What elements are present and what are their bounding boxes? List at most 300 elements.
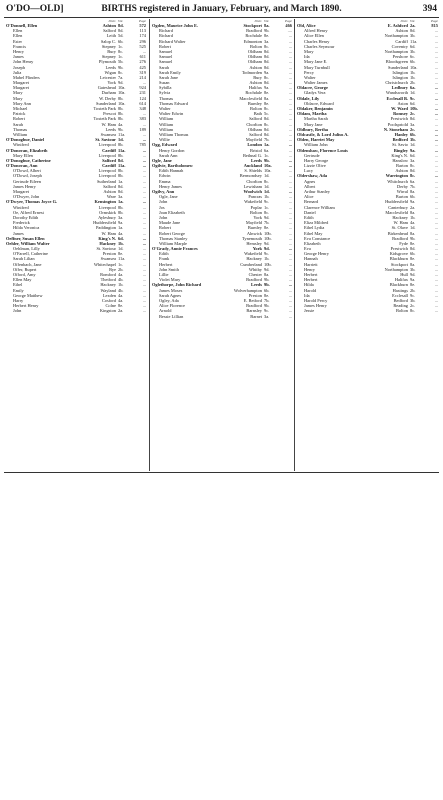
entry-page: ....	[287, 28, 292, 34]
entry-page: ...	[434, 297, 438, 303]
entry-volume: 2b.	[118, 266, 124, 272]
entry-name: Herbert	[159, 261, 173, 267]
entry-name: Jessie	[304, 308, 315, 314]
entry-volume: 8e.	[264, 225, 270, 231]
entry-volume: 2b.	[410, 287, 416, 293]
entry-page: ...	[288, 287, 292, 293]
entry-volume: 9b.	[264, 28, 270, 34]
entry-volume: 9a.	[118, 220, 124, 226]
entry-name: Sarah Jane	[159, 74, 178, 80]
entry-name: Eliza Mildred	[304, 220, 329, 226]
entry-volume: 4b.	[118, 287, 124, 293]
entry-name: Ellen	[13, 33, 23, 39]
entry-district: Stepney	[101, 54, 116, 60]
entry-name: Arthur Stanley	[304, 189, 330, 194]
entry-district: Pershore	[392, 54, 408, 60]
entry-page: ...	[434, 28, 438, 34]
column-header-page: Page	[285, 19, 292, 23]
entry-district: Liverpool	[98, 204, 116, 210]
entry-district: Swansea	[100, 131, 116, 137]
entry-page: ...	[434, 54, 438, 60]
entry-volume: 6d.	[410, 43, 416, 49]
entry-page: ...	[434, 204, 438, 210]
entry-page: ...	[142, 194, 146, 200]
index-entry	[150, 314, 294, 319]
entry-page: ...	[288, 209, 292, 215]
entry-page: ...	[142, 183, 146, 189]
entry-volume: 6b.	[118, 38, 124, 44]
entry-district: Kidsgrove	[389, 251, 408, 257]
entry-page: ...	[434, 292, 438, 298]
entry-page: ...	[434, 142, 438, 148]
entry-page: ...	[434, 38, 438, 44]
entry-district: Bury	[253, 74, 262, 80]
page-title: BIRTHS registered in January, February, and March 1890.	[101, 4, 342, 14]
entry-name: Oldenshaw, Florence Louis	[297, 147, 348, 153]
entry-volume: 8d.	[118, 28, 124, 34]
entry-district: Coventry	[391, 43, 408, 49]
entry-page: ...	[434, 266, 438, 272]
entry-volume: 1a.	[118, 178, 124, 184]
entry-page: ...	[434, 194, 438, 200]
entry-volume: 9b.	[118, 64, 124, 70]
footer-rule	[4, 472, 439, 473]
entry-district: Salford	[103, 183, 116, 189]
entry-volume: 8b.	[118, 152, 124, 158]
entry-district: Leeds	[105, 126, 116, 132]
index-columns	[4, 19, 439, 471]
entry-name: Sybilla	[159, 85, 172, 91]
entry-name: James Henry	[13, 183, 36, 189]
entry-district: W. Ham	[101, 121, 116, 127]
entry-name: O'Donovan, Elizabeth	[6, 147, 48, 153]
entry-volume: 6b.	[264, 287, 270, 293]
entry-page: ...	[434, 157, 438, 163]
entry-name: Harry	[13, 297, 24, 303]
entry-page: ...	[288, 266, 292, 272]
entry-district: Toxteth Park	[93, 106, 116, 111]
entry-volume: 8e.	[410, 282, 416, 288]
entry-district: Hackney	[99, 240, 116, 246]
entry-name: Ogilvy, Ann	[152, 189, 175, 194]
column-header-vol: Vol.	[410, 19, 416, 23]
entry-name: Lucy	[304, 168, 314, 174]
entry-page: ...	[288, 240, 292, 246]
entry-volume: 9d.	[264, 266, 270, 272]
entry-volume: 8a.	[410, 261, 416, 267]
entry-page: ...	[288, 157, 292, 163]
entry-name: Edith	[159, 251, 169, 257]
entry-district: Sunderland	[96, 100, 116, 106]
entry-name: Eva Constance	[304, 235, 331, 241]
entry-name: Mary Turnbull	[304, 64, 330, 70]
entry-volume: 11a.	[118, 131, 126, 137]
entry-name: Charles Seymour	[304, 43, 335, 49]
entry-district: Alnwick	[246, 230, 262, 236]
entry-volume: 10b.	[410, 106, 418, 111]
entry-district: Bingley	[393, 147, 408, 153]
entry-name: Daniel	[304, 209, 316, 215]
entry-name: Richard	[159, 33, 173, 39]
entry-volume: 7b.	[264, 220, 270, 226]
entry-page: ...	[434, 230, 438, 236]
header-rule	[4, 17, 439, 18]
entry-district: Liverpool	[98, 152, 116, 158]
entry-name: Mary Ellen	[13, 152, 33, 158]
entry-name: Robert	[13, 116, 25, 122]
entry-name: Eva	[304, 246, 311, 252]
entry-name: Bernard	[304, 199, 319, 205]
entry-volume: 3a.	[118, 214, 124, 220]
entry-volume: 10a.	[118, 85, 126, 91]
entry-district: Oldham	[247, 54, 262, 60]
entry-volume: 8b.	[118, 204, 124, 210]
entry-district: Burnley	[247, 100, 262, 106]
entry-district: Bradford	[246, 277, 262, 283]
entry-page: ...	[434, 90, 438, 96]
entry-page: ...	[434, 100, 438, 106]
entry-page: ...	[142, 235, 146, 241]
entry-page: ...	[434, 235, 438, 241]
entry-page: ...	[434, 225, 438, 231]
entry-page: ...	[288, 308, 292, 314]
entry-name: O'Farrell, Catherine	[13, 251, 48, 257]
entry-name: Ogle, Jane	[159, 194, 178, 200]
entry-district: Oldham	[247, 126, 262, 132]
entry-page: ...	[288, 54, 292, 60]
entry-district: W. Ham	[101, 230, 116, 236]
entry-page: ...	[142, 152, 146, 158]
entry-district: Hastings	[392, 287, 408, 293]
entry-name: Alice	[304, 194, 314, 200]
entry-name: Olden, Harriet May	[297, 137, 335, 143]
entry-name: Oeffner, Susan Ellen	[6, 235, 45, 241]
entry-volume: 9d.	[264, 246, 270, 252]
entry-name: Oldale, Lily	[297, 95, 320, 101]
entry-volume: 3b.	[410, 33, 416, 39]
entry-volume: 3b.	[410, 266, 416, 272]
entry-district: Bury	[107, 48, 116, 54]
entry-district: Durham	[101, 90, 116, 96]
entry-page: ...	[434, 85, 438, 91]
entry-volume: 10a.	[264, 163, 272, 169]
entry-name: Gertrude	[304, 152, 320, 158]
entry-district: Hanslow	[392, 157, 408, 163]
entry-name: Percy	[304, 69, 314, 75]
entry-district: N. Stoneham	[383, 126, 408, 132]
entry-name: Oldershaw, Ada	[297, 173, 328, 179]
entry-district: Hemsley	[246, 240, 262, 246]
entry-page: 124	[139, 95, 146, 101]
entry-name: Walter	[304, 74, 316, 80]
entry-volume: 6d.	[118, 235, 124, 241]
entry-volume: 9c.	[264, 251, 270, 257]
entry-volume: 8d.	[264, 48, 270, 54]
entry-volume: 11a.	[118, 163, 126, 169]
entry-name: Willie	[159, 137, 170, 143]
entry-name: Mary Jane E.	[304, 59, 328, 65]
entry-volume: 1c.	[118, 54, 124, 60]
entry-district: Swansea	[100, 256, 116, 262]
entry-name: Sarah Emily	[159, 69, 181, 75]
entry-name: Sylvia	[159, 90, 171, 96]
entry-district: Barnsley	[246, 308, 262, 314]
entry-district: Huddersfield	[385, 199, 408, 205]
entry-district: Hanley	[394, 131, 408, 137]
entry-page: ...	[288, 80, 292, 86]
column-header-district: Distr.	[400, 19, 408, 23]
entry-name: Sarah	[159, 64, 169, 70]
entry-district: York	[253, 214, 262, 220]
entry-page: 525	[139, 43, 146, 49]
entry-page: ...	[288, 183, 292, 189]
entry-page: ...	[434, 48, 438, 54]
entry-page: ...	[288, 199, 292, 205]
entry-district: Stockport	[390, 261, 408, 267]
entry-district: Mayfield	[245, 220, 262, 226]
entry-volume: 8d.	[118, 157, 124, 163]
entry-district: Prescot	[103, 111, 116, 117]
entry-name: George Matthew	[13, 292, 43, 298]
entry-name: O'Dwyer, Thomas Joyce G.	[6, 199, 58, 205]
entry-page: ...	[288, 59, 292, 65]
entry-page: ...	[142, 251, 146, 257]
entry-page: ...	[434, 282, 438, 288]
entry-district: Cumberland	[240, 261, 262, 267]
entry-name: Emma	[159, 178, 171, 184]
entry-name: Oldacre, Edward	[304, 100, 334, 106]
entry-name: William John	[304, 142, 328, 148]
entry-name: Ethel	[13, 282, 23, 288]
entry-district: Liverpool	[98, 142, 116, 148]
entry-district: Ecclesall B.	[386, 95, 408, 101]
entry-district: Hull	[400, 272, 408, 277]
entry-page: ...	[142, 121, 146, 127]
entry-page: ...	[142, 261, 146, 267]
entry-name: George Henry	[304, 251, 329, 257]
entry-name: Charles Henry	[304, 38, 330, 44]
entry-name: Mary Jane	[304, 121, 323, 127]
entry-volume: 1b.	[410, 69, 416, 75]
entry-district: Blackburn	[389, 282, 408, 288]
entry-name: Margaret	[13, 85, 30, 91]
entry-page: ...	[288, 194, 292, 200]
entry-page: ...	[142, 308, 146, 314]
entry-page: 348	[139, 106, 146, 111]
entry-volume: 8d.	[410, 28, 416, 34]
entry-district: Toxteth Park	[93, 116, 116, 122]
entry-page: ...	[142, 80, 146, 86]
entry-page: ...	[288, 303, 292, 309]
entry-name: Bessie Lillian	[159, 313, 184, 319]
entry-volume: 8c.	[118, 69, 124, 75]
entry-district: Ashton	[395, 168, 408, 174]
entry-district: Northampton	[384, 33, 408, 39]
entry-name: Hannah	[304, 256, 318, 262]
entry-name: James Moses	[159, 287, 183, 293]
entry-volume: 4a.	[118, 121, 124, 127]
entry-name: Arnold	[159, 308, 172, 314]
entry-page: ...	[288, 116, 292, 122]
entry-district: Pancras	[248, 194, 262, 200]
entry-page: ...	[434, 106, 438, 111]
page-range-label: O'DO—OLD]	[6, 4, 64, 14]
entry-volume: 1a.	[264, 142, 270, 148]
entry-page: ...	[434, 199, 438, 205]
entry-volume: 1b.	[264, 256, 270, 262]
entry-name: Harold	[304, 287, 317, 293]
entry-volume: 1b.	[264, 194, 270, 200]
entry-page: ...	[288, 178, 292, 184]
entry-name: William Thomas	[159, 131, 189, 137]
entry-volume: 4a.	[118, 272, 124, 277]
entry-name: Samuel	[159, 48, 173, 54]
entry-name: John Henry	[13, 59, 34, 65]
entry-name: Dorothy Edith	[13, 214, 39, 220]
entry-name: Henry Gordon	[159, 147, 185, 153]
entry-district: Wigan	[104, 69, 116, 75]
entry-district: Wolverhampton	[233, 287, 262, 293]
entry-page: ...	[288, 85, 292, 91]
entry-page: ...	[288, 313, 292, 319]
entry-page: ...	[434, 261, 438, 267]
entry-page: ...	[288, 189, 292, 194]
entry-page: ...	[288, 173, 292, 179]
entry-name: Sarah Agnes	[159, 292, 182, 298]
entry-page: ...	[288, 272, 292, 277]
entry-page: ...	[142, 277, 146, 283]
entry-page: ...	[288, 126, 292, 132]
entry-district: Whitchurch	[387, 178, 408, 184]
entry-page: ...	[288, 246, 292, 252]
entry-volume: 8b.	[118, 116, 124, 122]
entry-page: ...	[288, 147, 292, 153]
entry-page: 614	[139, 100, 146, 106]
entry-district: Bolton	[250, 43, 262, 49]
entry-volume: 1d.	[410, 225, 416, 231]
entry-volume: 4a.	[118, 230, 124, 236]
entry-name: Gertrude Eileen	[13, 178, 41, 184]
entry-volume: 3b.	[410, 137, 416, 143]
entry-district: Derby	[397, 183, 408, 189]
entry-volume: 8c.	[264, 121, 270, 127]
entry-page: ...	[288, 214, 292, 220]
entry-page: ...	[288, 33, 292, 39]
entry-district: Whitechapel	[93, 261, 116, 267]
column-header-district: Distr.	[254, 19, 262, 23]
entry-volume: 10a.	[118, 90, 126, 96]
entry-page: ...	[288, 163, 292, 169]
entry-name: Patrick	[13, 111, 26, 117]
entry-volume: 10a.	[264, 168, 272, 174]
entry-volume: 8d.	[118, 183, 124, 189]
entry-name: James	[13, 54, 24, 60]
entry-name: Edith	[304, 214, 314, 220]
entry-district: Lewisham	[243, 183, 262, 189]
entry-district: Macclesfield	[239, 95, 262, 101]
entry-volume: 8e.	[264, 33, 270, 39]
entry-volume: 8c.	[410, 173, 416, 179]
entry-district: Leicester	[99, 74, 116, 80]
entry-district: Romsey	[393, 111, 408, 117]
entry-page: ...	[142, 168, 146, 174]
entry-page: ...	[288, 95, 292, 101]
entry-name: Robert	[159, 225, 171, 231]
entry-volume: 1c.	[264, 204, 270, 210]
entry-page: ...	[434, 137, 438, 143]
entry-district: York	[252, 246, 262, 252]
entry-name: Oldam, Martha	[297, 111, 327, 117]
entry-page: ...	[434, 256, 438, 262]
entry-volume: 11a.	[118, 256, 126, 262]
entry-name: Thomas Stanley	[159, 235, 188, 241]
entry-district: Rye	[109, 266, 116, 272]
entry-page: ...	[142, 199, 146, 205]
column-header-vol: Vol.	[264, 19, 270, 23]
entry-volume: 3a.	[264, 313, 270, 319]
entry-district: Oldham	[247, 59, 262, 65]
entry-page: 276	[139, 59, 146, 65]
entry-volume: 1d.	[264, 183, 270, 189]
entry-volume: 6b.	[410, 59, 416, 65]
entry-name: Susan	[159, 80, 170, 86]
entry-district: St. Olave	[391, 225, 408, 231]
entry-page: 425	[139, 64, 146, 70]
entry-page: 214	[139, 74, 146, 80]
entry-district: Sunderland	[388, 64, 408, 70]
entry-page: ...	[288, 142, 292, 148]
entry-volume: 9a.	[410, 147, 416, 153]
entry-page: ...	[288, 121, 292, 127]
entry-name: James	[13, 230, 24, 236]
entry-page: ...	[142, 131, 146, 137]
entry-volume: 11a.	[410, 38, 418, 44]
entry-district: Leeds	[251, 157, 262, 163]
entry-page: ...	[434, 131, 438, 137]
entry-district: Bedford	[393, 297, 408, 303]
entry-volume: 7b.	[264, 137, 270, 143]
entry-volume: 8a.	[410, 209, 416, 215]
column-header-page: Page	[431, 19, 438, 23]
entry-volume: 5d.	[118, 33, 124, 39]
entry-name: Harold Percy	[304, 297, 328, 303]
entry-name: James Henry	[304, 303, 327, 309]
entry-volume: 7a.	[118, 74, 124, 80]
entry-volume: 2a.	[118, 308, 124, 314]
entry-name: Ogley, Ada	[159, 297, 179, 303]
entry-district: E. Ashford	[387, 23, 408, 28]
page-header	[6, 3, 437, 17]
entry-volume: 6b.	[410, 131, 416, 137]
entry-volume: 3a.	[264, 38, 270, 44]
entry-volume: 1b.	[118, 282, 124, 288]
entry-district: Cardiff	[102, 163, 116, 169]
entry-volume: 6b.	[410, 194, 416, 200]
entry-volume: 8c.	[118, 48, 124, 54]
entry-name: O'Dwyer, John	[13, 194, 40, 200]
entry-page: ...	[288, 220, 292, 226]
entry-name: Gladys Vera	[304, 90, 326, 96]
entry-volume: 1b.	[118, 240, 124, 246]
entry-volume: 8b.	[118, 142, 124, 148]
entry-district: Huddersfield	[93, 220, 116, 226]
entry-volume: 1d.	[264, 189, 270, 194]
entry-volume: 9d.	[118, 80, 124, 86]
entry-name: Frederick	[13, 220, 30, 226]
entry-volume: 9b.	[264, 282, 270, 288]
entry-page: ...	[434, 178, 438, 184]
entry-name: Henry	[304, 266, 315, 272]
